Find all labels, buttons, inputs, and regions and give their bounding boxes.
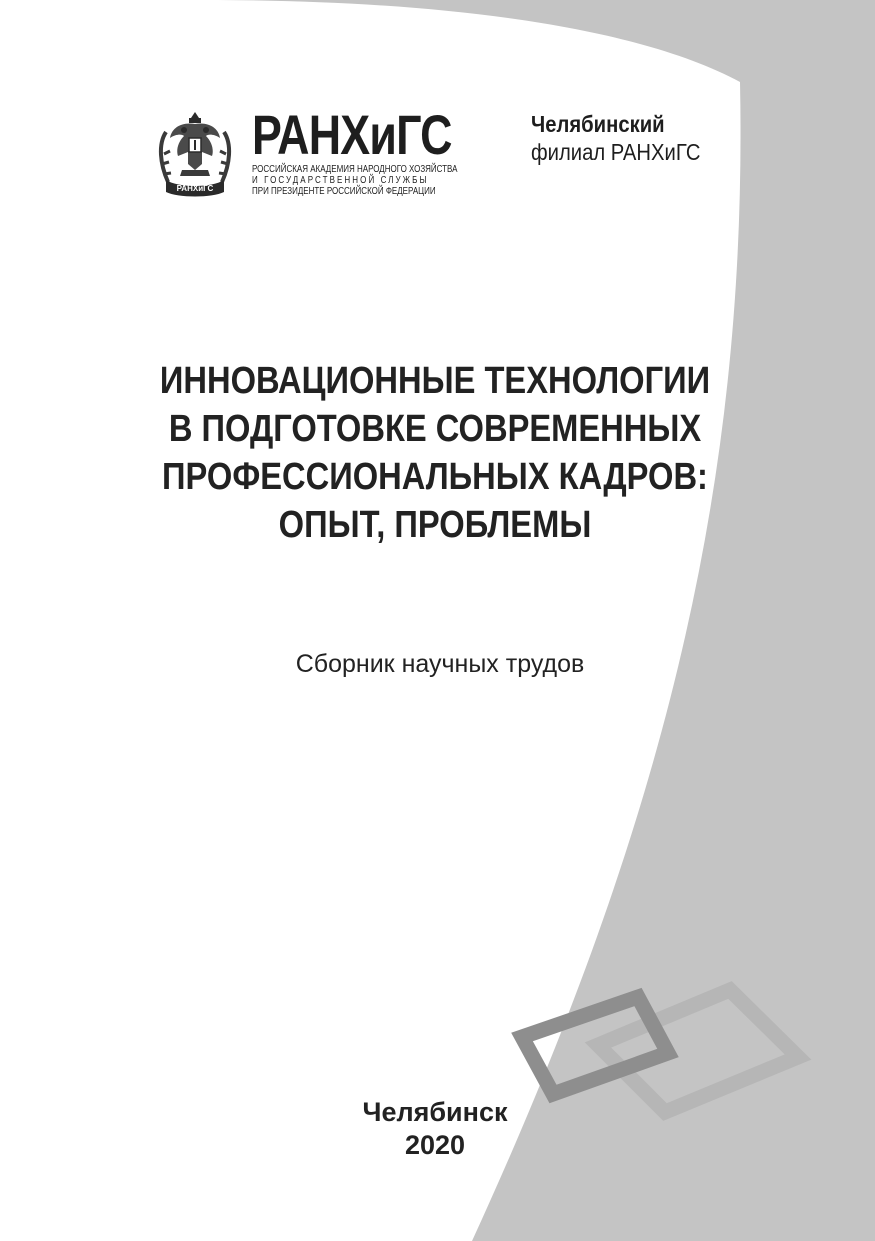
brand-line-1: РОССИЙСКАЯ АКАДЕМИЯ НАРОДНОГО ХОЗЯЙСТВА	[252, 164, 458, 175]
branch-line-1: Челябинский	[531, 111, 665, 137]
academy-logo	[252, 103, 482, 197]
emblem-ribbon-text: РАНХиГС	[176, 184, 214, 193]
publication-city: Челябинск	[362, 1097, 508, 1127]
book-title	[90, 357, 780, 549]
double-headed-eagle-emblem-icon	[158, 104, 232, 200]
publication-year: 2020	[404, 1130, 466, 1160]
book-subtitle: Сборник научных трудов	[295, 650, 585, 678]
brand-line-3: ПРИ ПРЕЗИДЕНТЕ РОССИЙСКОЙ ФЕДЕРАЦИИ	[252, 186, 436, 197]
title-line-4: ОПЫТ, ПРОБЛЕМЫ	[278, 504, 592, 546]
brand-line-2: И ГОСУДАРСТВЕННОЙ СЛУЖБЫ	[252, 175, 429, 186]
branch-line-2: филиал РАНХиГС	[531, 139, 701, 165]
title-line-3: ПРОФЕССИОНАЛЬНЫХ КАДРОВ:	[162, 456, 708, 498]
title-line-1: ИННОВАЦИОННЫЕ ТЕХНОЛОГИИ	[159, 360, 711, 402]
brand-name: РАНХиГС	[252, 103, 452, 166]
branch-name	[531, 110, 724, 166]
title-line-2: В ПОДГОТОВКЕ СОВРЕМЕННЫХ	[168, 408, 702, 450]
